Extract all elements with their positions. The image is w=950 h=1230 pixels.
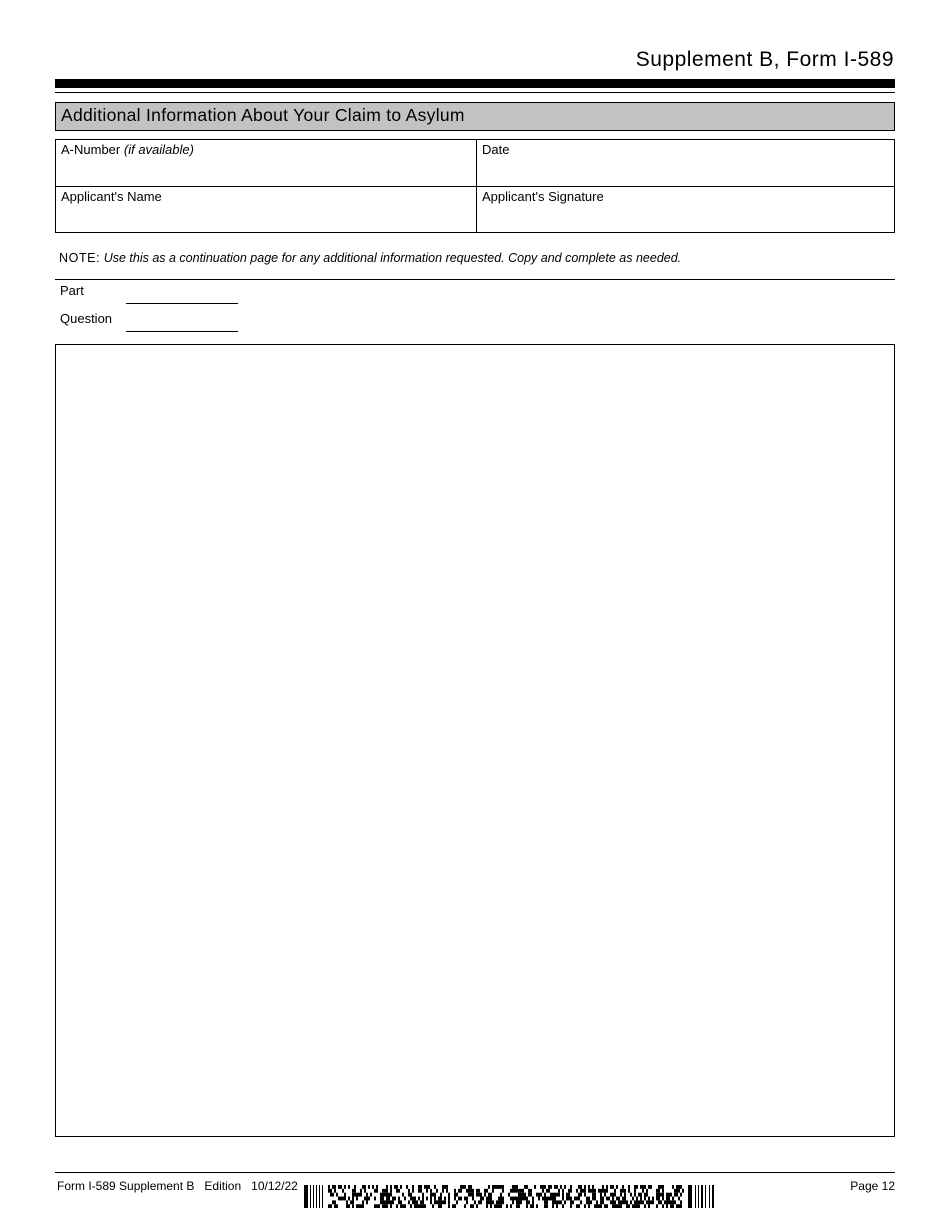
question-label: Question <box>60 311 113 326</box>
additional-information-textarea[interactable] <box>55 344 895 1137</box>
footer-form-info <box>57 1179 298 1193</box>
note-text: Use this as a continuation page for any additional information requested. Copy and complete as needed. <box>103 251 682 265</box>
date-label: Date <box>482 142 510 157</box>
applicant-info-grid <box>55 139 895 233</box>
a-number-optional-note: (if available) <box>123 142 194 157</box>
footer-divider <box>55 1172 895 1173</box>
header-thin-rule <box>55 92 895 93</box>
part-input[interactable] <box>126 285 238 304</box>
applicant-name-label: Applicant's Name <box>61 189 162 204</box>
part-label: Part <box>60 283 84 298</box>
applicant-signature-label: Applicant's Signature <box>482 189 604 204</box>
section-title: Additional Information About Your Claim to Asylum <box>61 105 465 125</box>
a-number-label-text: A-Number <box>61 142 121 157</box>
note-label: NOTE: <box>59 251 101 265</box>
date-field[interactable] <box>477 140 894 187</box>
footer-page-number: Page 12 <box>850 1179 895 1193</box>
pdf417-barcode <box>304 1185 714 1208</box>
section-header <box>55 102 895 131</box>
question-input[interactable] <box>126 313 238 332</box>
note-divider <box>55 279 895 280</box>
applicant-name-field[interactable] <box>56 187 477 232</box>
footer-edition-date: 10/12/22 <box>251 1179 298 1193</box>
a-number-label <box>61 142 194 157</box>
header-thick-rule <box>55 79 895 88</box>
applicant-signature-field[interactable] <box>477 187 894 232</box>
form-title: Supplement B, Form I-589 <box>635 48 894 71</box>
a-number-field[interactable] <box>56 140 477 187</box>
footer-form-name: Form I-589 Supplement B <box>57 1179 195 1193</box>
footer-edition-label: Edition <box>204 1179 242 1193</box>
note <box>59 251 681 265</box>
